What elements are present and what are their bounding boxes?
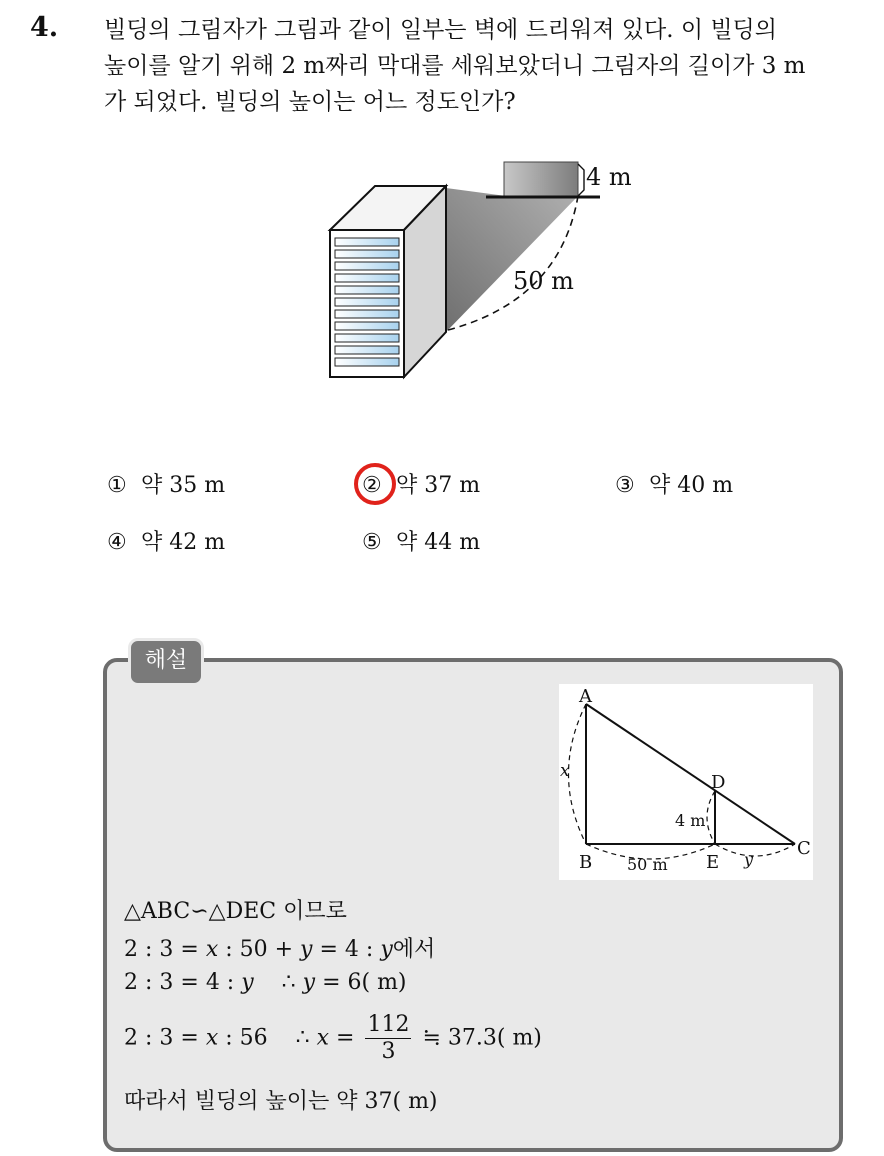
label-y: y: [744, 850, 754, 869]
solution-line-4: 2 : 3 = x : 56 ∴ x = $\frac{112}{3}$ ≒ 37.3( m): [124, 1012, 542, 1064]
choice-3[interactable]: [615, 468, 733, 499]
choice-text: 약 42 m: [141, 530, 226, 555]
question-text: [104, 12, 874, 120]
wall-shadow: [504, 162, 578, 196]
choice-marker: ⑤: [362, 530, 382, 555]
choice-5[interactable]: [362, 525, 480, 556]
choice-text: 약 44 m: [396, 530, 481, 555]
building-figure: [320, 150, 640, 390]
choice-1[interactable]: [107, 468, 225, 499]
label-b: B: [579, 852, 593, 873]
solution-line-5: 따라서 빌딩의 높이는 약 37( m): [124, 1089, 438, 1114]
question-line: 높이를 알기 위해 2 m짜리 막대를 세워보았더니 그림자의 길이가 3 m: [104, 53, 806, 79]
question-number: 4.: [30, 12, 59, 43]
label-d: D: [711, 772, 726, 793]
label-be: 50 m: [627, 855, 668, 874]
choice-marker: ④: [107, 530, 127, 555]
choice-marker: ②: [362, 473, 382, 498]
choice-marker: ③: [615, 473, 635, 498]
wall-height-bracket: [578, 164, 584, 196]
solution-tag: 해설: [128, 638, 204, 686]
question-line: 빌딩의 그림자가 그림과 같이 일부는 벽에 드리워져 있다. 이 빌딩의: [104, 17, 777, 43]
label-c: C: [797, 838, 811, 859]
choice-text: 약 40 m: [649, 473, 734, 498]
question-line: 가 되었다. 빌딩의 높이는 어느 정도인가?: [104, 89, 516, 115]
building-windows: [335, 238, 399, 366]
solution-line-2: 2 : 3 = x : 50 + y = 4 : y에서: [124, 937, 436, 962]
label-de: 4 m: [675, 811, 706, 830]
choice-marker: ①: [107, 473, 127, 498]
label-a: A: [579, 686, 592, 707]
choice-4[interactable]: [107, 525, 225, 556]
choice-text: 약 37 m: [396, 473, 481, 498]
wall-height-label: 4 m: [586, 163, 632, 191]
shadow-length-label: 50 m: [513, 267, 574, 295]
label-x: x: [560, 761, 570, 781]
fraction: $\frac{112}{3}$: [367, 1012, 410, 1064]
answer-circle-mark: [354, 463, 396, 505]
choice-text: 약 35 m: [141, 473, 226, 498]
solution-line-1: △ABC∽△DEC 이므로: [124, 899, 347, 924]
similar-triangles-diagram: [559, 684, 813, 880]
solution-line-3: 2 : 3 = 4 : y ∴ y = 6( m): [124, 970, 407, 995]
label-e: E: [706, 852, 720, 873]
ground-shadow: [446, 188, 578, 332]
